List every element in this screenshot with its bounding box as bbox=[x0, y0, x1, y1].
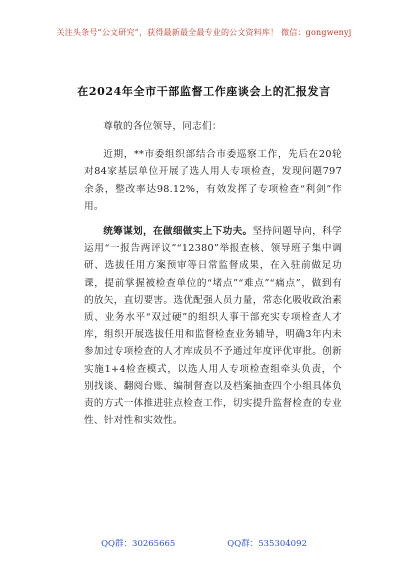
paragraph-planning bbox=[84, 223, 342, 429]
footer-contacts bbox=[0, 537, 408, 549]
document-title: 在2024年全市干部监督工作座谈会上的汇报发言 bbox=[77, 85, 331, 98]
salutation: 尊敬的各位领导，同志们： bbox=[103, 121, 222, 132]
qq-group-1: QQ群：30265665 bbox=[101, 539, 176, 549]
document-body bbox=[84, 118, 342, 429]
paragraph-intro: 近期，**市委组织部结合市委巡察工作，先后在20轮对84家基层单位开展了选人用人专项检查，发现问题797余条，整改率达98.12%，有效发挥了专项检查“利剑”作用。 bbox=[84, 149, 342, 212]
paragraph-planning-text: 坚持问题导向，科学运用“一报告两评议”“12380”举报查核、领导班子集中调研、选拔任用方案预审等日常监督成果，在入驻前做足功课，提前掌握被检查单位的“堵点”“难点”“痛点”，做到有的放矢，直切要害。选优配强人员力量，常态化吸收政治素质、业务水平“双过硬”的组织人事干部充实专项检查人才库，组织开展选拔任用和监督检查业务辅导，明确3年内未参加过专项检查的人才库成员不予通过年度评优审批。创新实施1+4检查模式，以选人用人专项检查组牵头负责，个别找谈、翻阅台账、编制督查以及档案抽查四个小组具体负责的方式一体推进驻点检查工作，切实提升监督检查的专业性、针对性和实效性。 bbox=[84, 226, 343, 427]
promo-banner: 关注头条号“公文研究”，获得最新最全最专业的公文资料库！ 微信：gongwenyj bbox=[56, 28, 352, 37]
qq-group-2: QQ群：535304092 bbox=[227, 539, 307, 549]
paragraph-heading: 统筹谋划，在做细做实上下功夫。 bbox=[103, 226, 253, 238]
